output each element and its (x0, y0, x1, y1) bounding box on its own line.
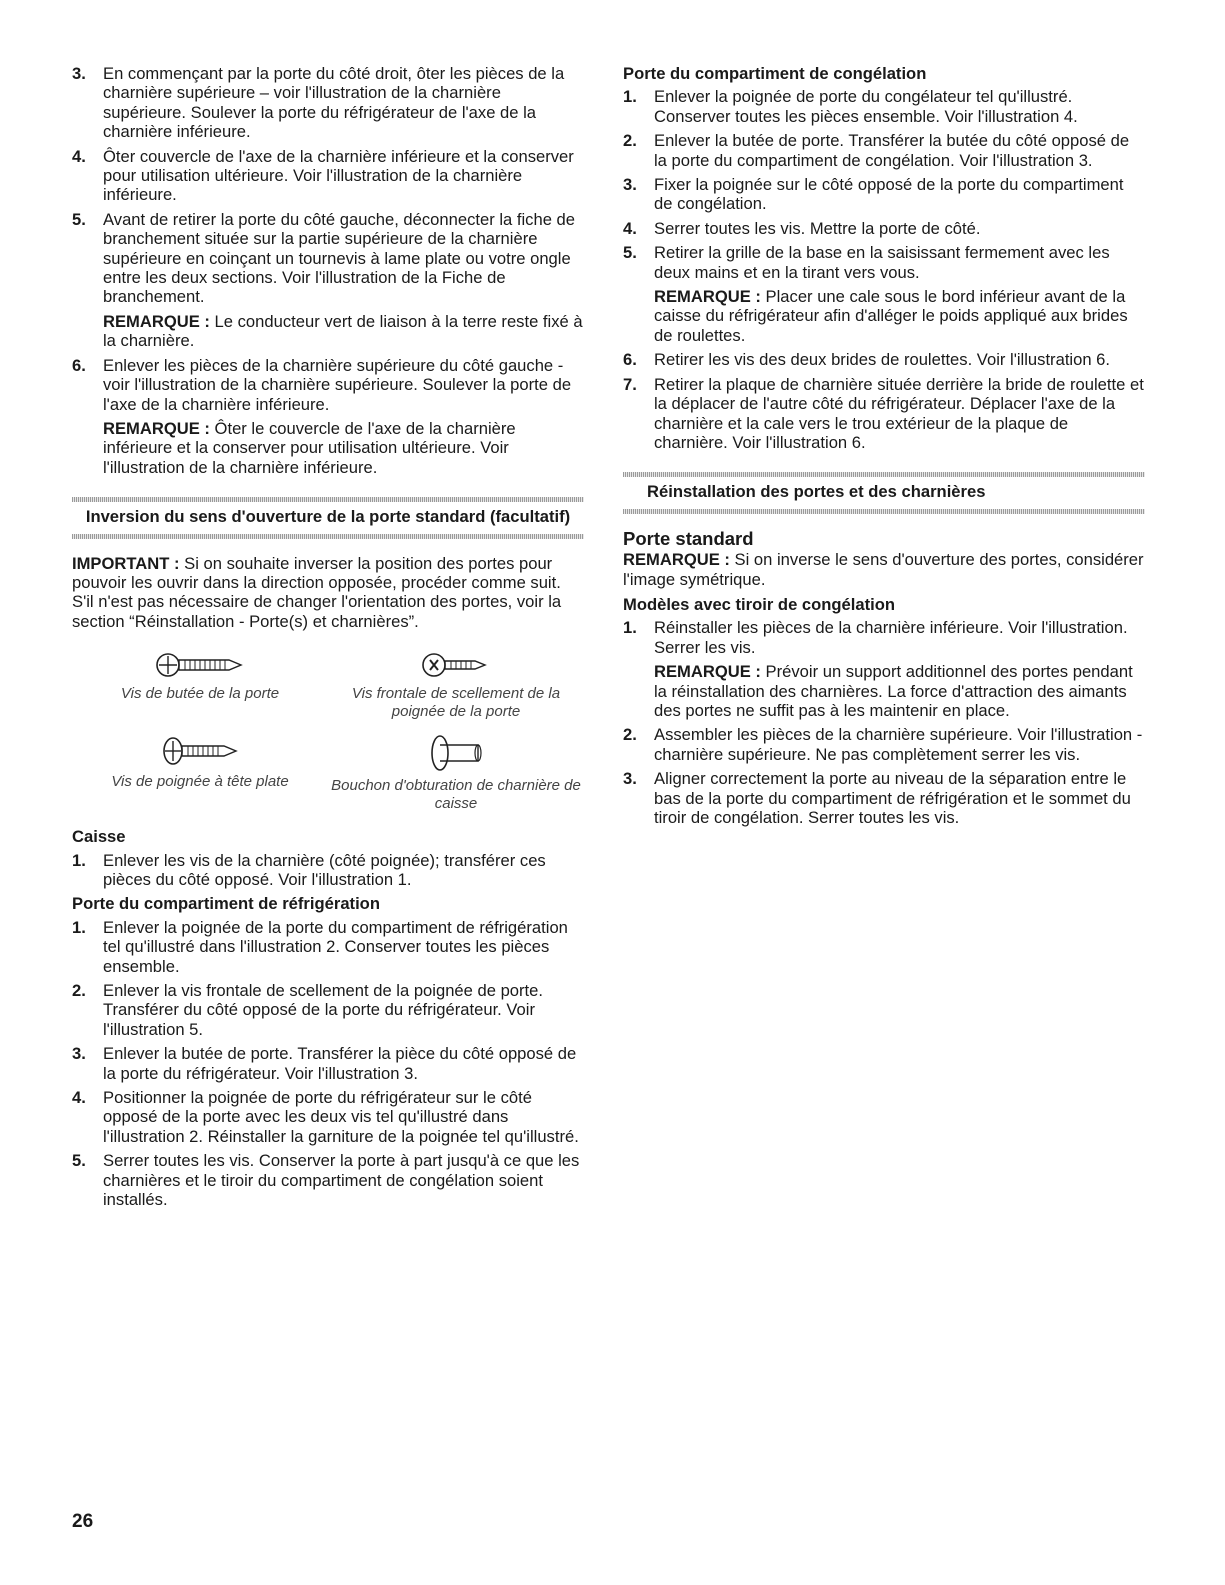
step-note: REMARQUE : Le conducteur vert de liaison à la terre reste fixé à la charnière. (103, 311, 583, 351)
step-text: Enlever la poignée de porte du congélateur tel qu'illustré. Conserver toutes les pièces ensemble. Voir l'illustration 4. (654, 87, 1078, 126)
figure-caption: Vis de poignée à tête plate (111, 773, 289, 791)
figure-caption: Vis frontale de scellement de la poignée de la porte (351, 685, 561, 721)
step-text: Enlever les vis de la charnière (côté poignée); transférer ces pièces du côté opposé. Voir l'illustration 1. (103, 850, 546, 889)
figure-door-stop-screw (72, 649, 328, 721)
list-item: 6. Retirer les vis des deux brides de roulettes. Voir l'illustration 6. (623, 350, 1111, 370)
step-note: REMARQUE : Prévoir un support additionnel des portes pendant la réinstallation des charnières. La force d'attraction des aimants des portes ne suffit pas à les maintenir en place. (654, 662, 1133, 720)
page-number: 26 (72, 1511, 94, 1532)
step-text: Assembler les pièces de la charnière supérieure. Voir l'illustration - charnière supérieure. Ne pas complètement serrer les vis. (654, 725, 1143, 764)
list-item: 6. Enlever les pièces de la charnière supérieure du côté gauche - voir l'illustration de la charnière supérieure. Soulever la porte de l'axe de la charnière inférieure. REMARQUE : Ôter le couvercle de l'axe de la charnière inférieure et la conserver pour utilisation ultérieure. Voir l'illustration de la charnière inférieure. (72, 356, 584, 477)
flat-head-handle-screw-icon (160, 733, 240, 769)
list-item: 2. Enlever la vis frontale de scellement de la poignée de porte. Transférer du côté opposé de la porte du réfrigérateur. Voir l'illustration 5. (72, 981, 544, 1039)
step-text: Avant de retirer la porte du côté gauche, déconnecter la fiche de branchement située sur la partie supérieure de la charnière supérieure en coinçant un tournevis à lame plate ou votre ongle entre les deux sections. Voir l'illustration de la Fiche de branchement. (103, 209, 575, 307)
list-item: 1. Enlever la poignée de porte du congélateur tel qu'illustré. Conserver toutes les pièces ensemble. Voir l'illustration 4. (623, 87, 1078, 126)
step-text: Enlever la poignée de la porte du compartiment de réfrigération tel qu'illustré dans l'illustration 2. Conserver toutes les pièces ensemble. (103, 917, 568, 976)
caisse-steps-list (72, 851, 584, 890)
list-item: 5. Serrer toutes les vis. Conserver la porte à part jusqu'à ce que les charnières et le tiroir du compartiment de congélation soient installés. (72, 1151, 580, 1210)
heading-fridge-door: Porte du compartiment de réfrigération (72, 894, 380, 914)
left-column (72, 64, 584, 1214)
list-item: 4. Ôter couvercle de l'axe de la charnière inférieure et la conserver pour utilisation ultérieure. Voir l'illustration de la charnière inférieure. (72, 146, 574, 205)
step-text: Fixer la poignée sur le côté opposé de la porte du compartiment de congélation. (654, 175, 1124, 214)
list-item: 5. Avant de retirer la porte du côté gauche, déconnecter la fiche de branchement située sur la partie supérieure de la charnière supérieure en coinçant un tournevis à lame plate ou votre ongle entre les deux sections. Voir l'illustration de la Fiche de branchement. REMARQUE : Le conducteur vert de liaison à la terre reste fixé à la charnière. (72, 209, 583, 351)
removal-steps-list (72, 64, 584, 477)
heading-freezer-door: Porte du compartiment de congélation (623, 64, 927, 83)
important-paragraph: IMPORTANT : Si on souhaite inverser la position des portes pour pouvoir les ouvrir dans la direction opposée, procéder comme suit. S'il n'est pas nécessaire de changer l'orientation des portes, voir la section “Réinstallation - Porte(s) et charnières”. (72, 553, 562, 631)
list-item: 1. Enlever la poignée de la porte du compartiment de réfrigération tel qu'illustré dans l'illustration 2. Conserver toutes les pièces ensemble. (72, 917, 568, 976)
figure-flat-head-handle-screw (72, 733, 328, 813)
list-item: 1. Enlever les vis de la charnière (côté poignée); transférer ces pièces du côté opposé. Voir l'illustration 1. (72, 850, 546, 889)
section-banner-door-reversal: Inversion du sens d'ouverture de la porte standard (facultatif) (72, 497, 584, 538)
list-item: 7. Retirer la plaque de charnière située derrière la bride de roulette et la déplacer de l'autre côté du réfrigérateur. Déplacer l'axe de la charnière et la cale vers le trou extérieur de la plaque de charnière. Voir l'illustration 6. (623, 374, 1144, 452)
step-text: Serrer toutes les vis. Mettre la porte de côté. (654, 218, 981, 238)
standard-note: REMARQUE : Si on inverse le sens d'ouverture des portes, considérer l'image symétrique. (623, 550, 1144, 589)
step-text: Enlever la vis frontale de scellement de la poignée de porte. Transférer du côté opposé de la porte du réfrigérateur. Voir l'illustration 5. (103, 981, 544, 1039)
list-item: 3. Fixer la poignée sur le côté opposé de la porte du compartiment de congélation. (623, 175, 1124, 214)
step-text: Ôter couvercle de l'axe de la charnière inférieure et la conserver pour utilisation ultérieure. Voir l'illustration de la charnière inférieure. (103, 146, 574, 205)
step-text: En commençant par la porte du côté droit, ôter les pièces de la charnière supérieure – voir l'illustration de la charnière supérieure. Soulever la porte du réfrigérateur de l'axe de la charnière inférieure. (103, 64, 565, 142)
parts-figures (72, 649, 584, 813)
section-banner-reinstallation: Réinstallation des portes et des charnières (623, 472, 1145, 513)
door-stop-screw-icon (155, 649, 245, 681)
step-text: Enlever la butée de porte. Transférer la pièce du côté opposé de la porte du réfrigérateur. Voir l'illustration 3. (103, 1044, 577, 1083)
step-text: Retirer la grille de la base en la saisissant fermement avec les deux mains et en la tirant vers vous. (654, 243, 1110, 282)
step-text: Réinstaller les pièces de la charnière inférieure. Voir l'illustration. Serrer les vis. (654, 618, 1128, 657)
list-item: 4. Positionner la poignée de porte du réfrigérateur sur le côté opposé de la porte avec les deux vis tel qu'illustré dans l'illustration 2. Réinstaller la garniture de la poignée tel qu'illustré. (72, 1088, 579, 1146)
list-item: 3. En commençant par la porte du côté droit, ôter les pièces de la charnière supérieure – voir l'illustration de la charnière supérieure. Soulever la porte du réfrigérateur de l'axe de la charnière inférieure. (72, 64, 565, 142)
list-item: 2. Assembler les pièces de la charnière supérieure. Voir l'illustration - charnière supérieure. Ne pas complètement serrer les vis. (623, 725, 1143, 764)
step-text: Retirer la plaque de charnière située derrière la bride de roulette et la déplacer de l'autre côté du réfrigérateur. Déplacer l'axe de la charnière et la cale vers le trou extérieur de la plaque de charnière. Voir l'illustration 6. (654, 374, 1144, 452)
step-text: Aligner correctement la porte au niveau de la séparation entre le bas de la porte du compartiment de réfrigération et le sommet du tiroir de congélation. Serrer toutes les vis. (654, 769, 1131, 827)
fridge-steps-list (72, 918, 584, 1210)
heading-freezer-drawer-models: Modèles avec tiroir de congélation (623, 594, 896, 614)
step-text: Positionner la poignée de porte du réfrigérateur sur le côté opposé de la porte avec les deux vis tel qu'illustré dans l'illustration 2. Réinstaller la garniture de la poignée tel qu'illustré. (103, 1088, 579, 1146)
hinge-plug-icon (426, 733, 486, 773)
step-note: REMARQUE : Placer une cale sous le bord inférieur avant de la caisse du réfrigérateur afin d'alléger le poids appliqué aux brides de roulettes. (654, 287, 1128, 345)
step-text: Enlever la butée de porte. Transférer la butée du côté opposé de la porte du compartiment de congélation. Voir l'illustration 3. (654, 131, 1130, 170)
figure-hinge-plug (328, 733, 584, 813)
list-item: 2. Enlever la butée de porte. Transférer la butée du côté opposé de la porte du compartiment de congélation. Voir l'illustration 3. (623, 131, 1130, 170)
list-item: 5. Retirer la grille de la base en la saisissant fermement avec les deux mains et en la tirant vers vous. REMARQUE : Placer une cale sous le bord inférieur avant de la caisse du réfrigérateur afin d'alléger le poids appliqué aux brides de roulettes. (623, 243, 1145, 345)
list-item: 1. Réinstaller les pièces de la charnière inférieure. Voir l'illustration. Serrer les vis. REMARQUE : Prévoir un support additionnel des portes pendant la réinstallation des charnières. La force d'attraction des aimants des portes ne suffit pas à les maintenir en place. (623, 618, 1145, 720)
step-text: Enlever les pièces de la charnière supérieure du côté gauche - voir l'illustration de la charnière supérieure. Soulever la porte de l'axe de la charnière inférieure. (103, 355, 572, 414)
step-text: Serrer toutes les vis. Conserver la porte à part jusqu'à ce que les charnières et le tiroir du compartiment de congélation soient installés. (103, 1151, 580, 1210)
figure-handle-front-seal-screw (328, 649, 584, 721)
figure-caption: Vis de butée de la porte (120, 685, 280, 703)
heading-caisse: Caisse (72, 827, 126, 847)
drawer-steps-list (623, 618, 1145, 827)
right-column (623, 64, 1145, 832)
figure-caption: Bouchon d'obturation de charnière de caisse (331, 777, 581, 813)
step-text: Retirer les vis des deux brides de roulettes. Voir l'illustration 6. (654, 350, 1111, 370)
handle-front-seal-screw-icon (421, 649, 491, 681)
list-item: 3. Enlever la butée de porte. Transférer la pièce du côté opposé de la porte du réfrigérateur. Voir l'illustration 3. (72, 1044, 577, 1083)
heading-standard-door: Porte standard (623, 527, 754, 549)
list-item: 4. Serrer toutes les vis. Mettre la porte de côté. (623, 218, 981, 238)
list-item: 3. Aligner correctement la porte au niveau de la séparation entre le bas de la porte du compartiment de réfrigération et le sommet du tiroir de congélation. Serrer toutes les vis. (623, 769, 1131, 827)
step-note: REMARQUE : Ôter le couvercle de l'axe de la charnière inférieure et la conserver pour utilisation ultérieure. Voir l'illustration de la charnière inférieure. (103, 418, 516, 477)
freezer-steps-list (623, 87, 1145, 452)
